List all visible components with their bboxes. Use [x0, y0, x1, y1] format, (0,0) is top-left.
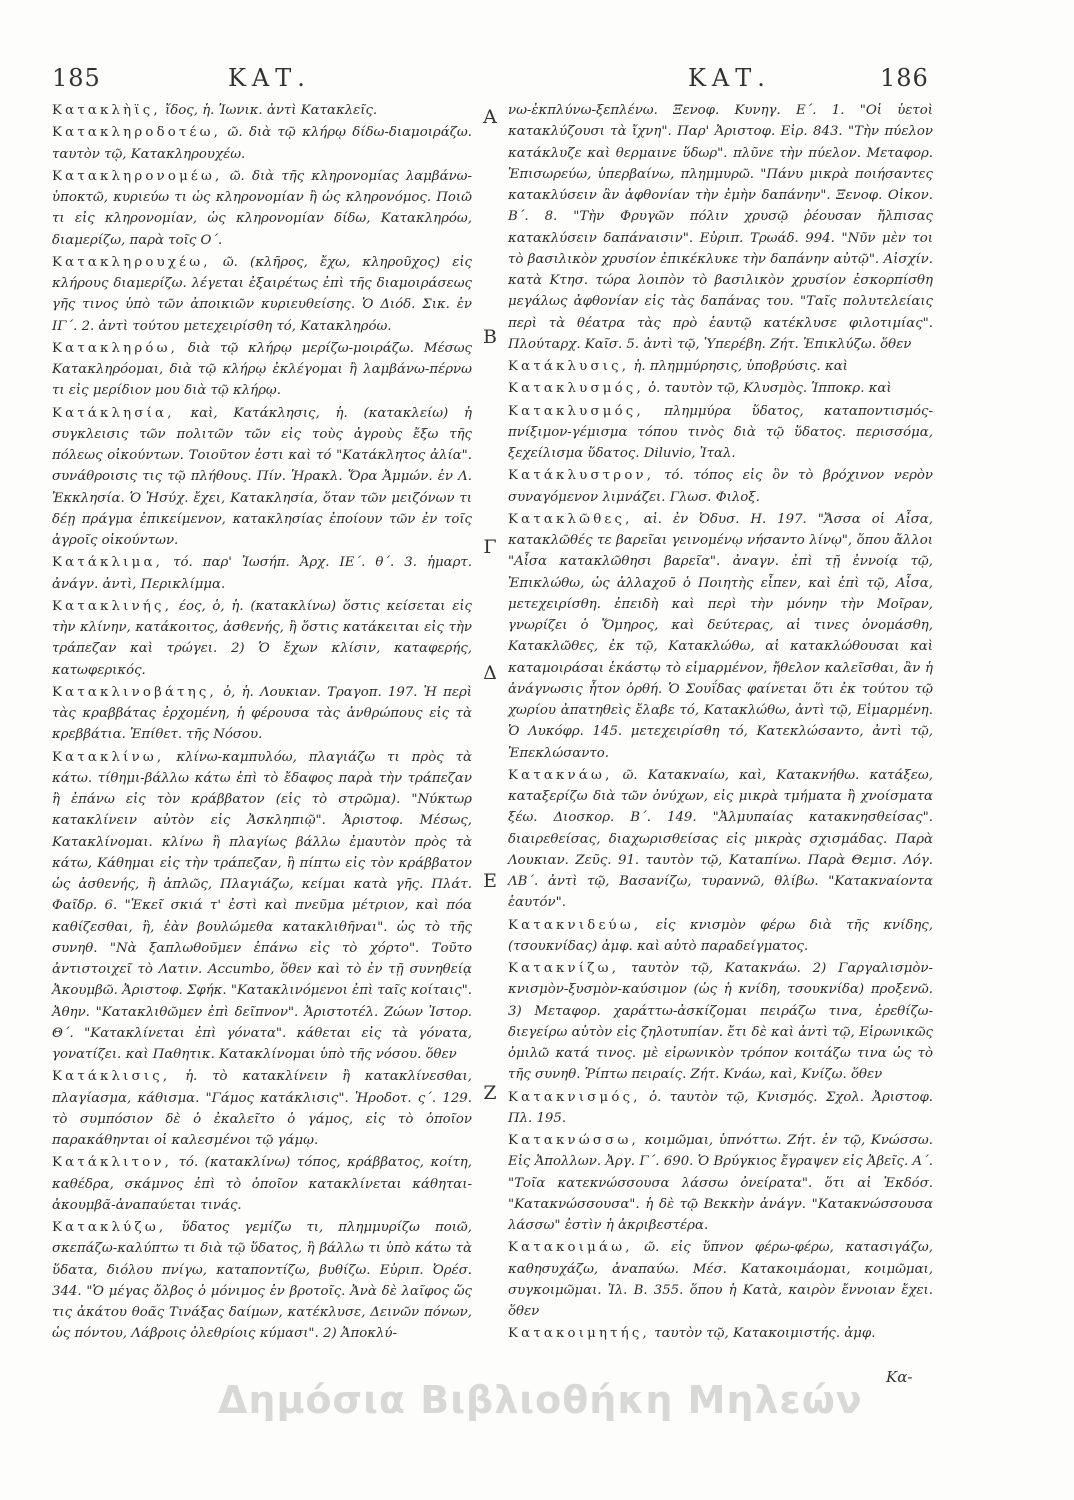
- dictionary-entry: [508, 401, 933, 465]
- dictionary-entry: [52, 747, 472, 1066]
- entry-text: τό. τόπος εἰς ὃν τὸ βρόχινον νερὸν συναγόμενον λιμνάζει. Γλωσ. Φιλοξ.: [508, 468, 934, 505]
- dictionary-entry: [52, 1066, 472, 1151]
- entry-headword: Κατακλύζω,: [52, 1220, 167, 1235]
- entry-text: ῶ. εἰς ὕπνον φέρω-φέρω, κατασιγάζω, καθησυχάζω, ἀναπαύω. Μέσ. Κατακοιμάομαι, κοιμῶμαι, συγκοιμῶμαι. Ἰλ. Β. 355. ὅπου ἡ Κατὰ, καιρὸν ἔννοιαν ἔχει. ὅθεν: [508, 1240, 933, 1319]
- dictionary-entry: [52, 1152, 472, 1216]
- entry-headword: Κατάκλησία,: [52, 405, 175, 421]
- dictionary-entry: [508, 1087, 933, 1130]
- dictionary-entry: [52, 166, 472, 251]
- dictionary-entry: [508, 100, 933, 355]
- catchword: Κα-: [886, 1368, 913, 1386]
- entry-text: ῶ. (κλῆρος, ἔχω, κληροῦχος) εἰς κλήρους διαμερίζω. λέγεται ἐξαιρέτως ἐπὶ τῆς διαμοιράσεως γῆς τινος ὑπὸ τῶν ἀποικιῶν κυριευθείσης. Ὁ Διόδ. Σικ. ἐν ΙΓ΄. 2. ἀντὶ τούτου μετεχειρίσθη τό, Κατακληρόω.: [52, 254, 472, 334]
- entry-headword: Κατακνίζω,: [508, 961, 620, 976]
- entry-text: τό. παρ' Ἰωσήπ. Ἀρχ. ΙΕ΄. θ΄. 3. ἡμαρτ. ἀνάγν. ἀντὶ, Περικλίμμα.: [52, 555, 472, 592]
- entry-headword: Κατακλινοβάτης,: [52, 684, 217, 700]
- margin-letter-alpha: Α: [483, 106, 497, 128]
- margin-letter-epsilon: Ε: [483, 870, 497, 892]
- entry-text: ῶ. Κατακναίω, καὶ, Κατακνήθω. κατάξεω, καταξερίζω διὰ τῶν ὀνύχων, εἰς μικρὰ τμήματα ἢ χνοίσματα ξέω. Διοσκορ. Β΄. 149. "Ἀλμυπαίας κατακνησθείσας". διαιρεθείσας, διαχωρισθείσας εἰς μικρὰς σχισμάδας. Παρὰ Λουκιαν. Ζεῦς. 91. ταυτὸν τῷ, Καταπίνω. Παρὰ Θεμισ. Λόγ. ΛΒ΄. ἀντὶ τῷ, Βασανίζω, τυραννῶ, θλίβω. "Κατακναίοντα ἑαυτόν".: [508, 767, 933, 911]
- margin-letters: [478, 100, 502, 1500]
- entry-text: τό. (κατακλίνω) τόπος, κράββατος, κοίτη, καθέδρα, σκάμνος ἐπὶ τὸ ὁποῖον κατακλίνεται κάθηται-ἀκουμβᾶ-ἀναπαύεται τινάς.: [52, 1155, 472, 1213]
- dictionary-entry: [508, 915, 933, 958]
- entry-text: έος, ὁ, ἡ. (κατακλίνω) ὅστις κείσεται εἰς τὴν κλίνην, κατάκοιτος, ἀσθενής, ἢ ὅστις κατάκειται εἰς τὴν τράπεζαν καὶ τρώγει. 2) Ὁ ἔχων κλίσιν, καταφερής, κατωφερικός.: [52, 598, 472, 678]
- entry-text: διὰ τῷ κλήρῳ μερίζω-μοιράζω. Μέσως Κατακληρόομαι, διὰ τῷ κλήρῳ ἐκλέγομαι ἢ λαμβάνω-πέρνω τι εἰς μερίδιον μου διὰ τῷ κλήρῳ.: [52, 340, 472, 399]
- entry-text: ῶ. διὰ τῷ κλήρῳ δίδω-διαμοιράζω. ταυτὸν τῷ, Κατακληρουχέω.: [52, 125, 472, 162]
- entry-headword: Κατάκλυσις,: [508, 359, 630, 374]
- entry-text: εἰς κνισμὸν φέρω διὰ τῆς κνίδης, (τσουκνίδας) ἀμφ. καὶ αὐτὸ παραδείγματος.: [508, 917, 933, 954]
- entry-text: ταυτὸν τῷ, Κατακοιμιστής. ἀμφ.: [654, 1326, 876, 1342]
- entry-headword: Κατακληρουχέω,: [52, 254, 211, 270]
- dictionary-entry: [508, 765, 933, 914]
- entry-text: ὁ. ταυτὸν τῷ, Κνισμός. Σχολ. Ἀριστοφ. Πλ. 195.: [508, 1089, 933, 1126]
- entry-headword: Κατακοιμάω,: [508, 1240, 633, 1256]
- entry-headword: Κατακλίνω,: [52, 749, 165, 765]
- entry-headword: Κατακνώσσω,: [508, 1133, 639, 1148]
- dictionary-entry: [508, 378, 933, 399]
- entry-headword: Κατάκλυστρον,: [508, 468, 655, 484]
- dictionary-entry: [508, 356, 933, 377]
- entry-text: ὁ, ἡ. Λουκιαν. Τραγοπ. 197. Ἡ περὶ τὰς κραββάτας ἐρχομένη, ἡ φέρουσα τὰς ἀνθρώπους εἰς τὰ κρεββάτια. Ἐπίθετ. τῆς Νόσου.: [52, 684, 472, 743]
- entry-text: ταυτὸν τῷ, Κατακνάω. 2) Γαργαλισμὸν-κνισμὸν-ξυσμὸν-καύσιμον (ὡς ἡ κνίδη, τσουκνίδα) προξενῶ. 3) Μεταφορ. χαράττω-ἀσκίζομαι πειράζω τινα, ἐρεθίζω-διεγείρω αὐτὸν εἰς ζηλοτυπίαν. ἔτι δὲ καὶ ἀντὶ τῷ, Εἰρωνικῶς ὁμιλῶ κατά τινος. μὲ εἰρωνικὸν τρόπον κοιτάζω τινα ὡς τὸ τῆς συνηθ. Ῥίπτω πειραίς. Ζήτ. Κνάω, καὶ, Κνίζω. ὅθεν: [508, 961, 933, 1083]
- entry-text: ἡ. τὸ κατακλίνειν ἢ κατακλίνεσθαι, πλαγίασμα, κάθισμα. "Γάμος κατάκλισις". Ἡροδοτ. ς΄. 129. τὸ συμπόσιον δὲ ὁ ἐκαλεῖτο ὁ γάμος, εἰς τὸ ὁποῖον παρακάθηνται οἱ καλεσμένοι τῷ γάμῳ.: [52, 1069, 472, 1148]
- dictionary-entry: [508, 1237, 933, 1322]
- entry-headword: Κατακνάω,: [508, 767, 613, 783]
- entry-headword: Κατακνισμός,: [508, 1089, 641, 1105]
- dictionary-entry: [52, 252, 472, 337]
- margin-letter-delta: Δ: [483, 662, 497, 684]
- dictionary-entry: [52, 338, 472, 402]
- entry-headword: Κατακληρονομέω,: [52, 168, 223, 184]
- dictionary-entry: [52, 122, 472, 165]
- dictionary-entry: [508, 465, 933, 508]
- dictionary-entry: [52, 552, 472, 595]
- entry-headword: Κατακληροδοτέω,: [52, 125, 222, 141]
- left-page-number: 185: [52, 64, 101, 92]
- left-column: [52, 100, 472, 1346]
- entry-headword: Κατακλὴϊς,: [52, 103, 161, 118]
- right-running-title: ΚΑΤ.: [688, 64, 771, 92]
- margin-letter-beta: Β: [483, 326, 497, 348]
- entry-text: ῶ. διὰ τῆς κληρονομίας λαμβάνω-ὑποκτῶ, κυριεύω τι ὡς κληρονομίαν ἢ ὡς κληρονόμος. Ποιῶ τι εἰς κληρονομίαν, ὡς κληρονομίαν δίδω, Κατακληρόω, διαμερίζω, παρὰ τοῖς Ο΄.: [52, 168, 472, 248]
- entry-text: καὶ, Κατάκλησις, ἡ. (κατακλείω) ἡ συγκλεισις τῶν πολιτῶν τῶν εἰς τοὺς ἀγροὺς ἔξω τῆς πόλεως οἰκούντων. Τοιοῦτον ἐστι καὶ τό "Κατάκλητος ἀλία". συνάθροισις τις τῷ πλήθους. Πίν. Ἡρακλ. Ὅρα Ἀμμών. ἐν Λ. Ἐκκλησία. Ὁ Ἡσύχ. ἔχει, Κατακλησία, ὅταν τῶν μειζόνων τι δέῃ πράγμα ἐπικείμενον, κατακλησίας ἐποίουν τῶν ἐν τοῖς ἀγροῖς οἰκούντων.: [52, 405, 472, 548]
- dictionary-entry: [508, 509, 933, 764]
- entry-text: αἱ. ἐν Ὀδυσ. Η. 197. "Ἄσσα οἱ Αἶσα, κατακλῶθές τε βαρεῖαι γεινομένῳ νήσαντο λίνῳ", ὅπου ἄλλοι "Αἶσα κατακλῶθησι βαρεῖα". ἀναγν. ἐπὶ τῇ ἐννοίᾳ τῷ, Ἐπικλώθω, ὡς ἀλλαχοῦ ὁ Ποιητὴς εἶπεν, καὶ ἐπὶ τῷ, Αἶσα, μετεχειρίσθη. ἐπειδὴ καὶ περὶ τὴν μόνην τὴν Μοῖραν, γνωρίζει ὁ Ὅμηρος, καὶ δεύτερας, αἱ τινες ὀνομάσθη, Κατακλῶθες, ἐκ τῷ, Κατακλώθω, αἱ κατακλώθουσαι καὶ καταμοιράσαι ἑκάστῳ τὸ εἱμαρμένον, ἤθελον καλεῖσθαι, ἂν ἡ ἀνάγνωσις ἦτον ὀρθή. Ὁ Σουΐδας φαίνεται ὅτι ἐκ τούτου τῷ χωρίου ἀπατηθεὶς ἔλαβε τό, Κατακλώθω, ἀντὶ τῷ, Εἱμαρμένη. Ὁ Λυκόφρ. 145. μετεχειρίσθη τό, Κατεκλώσαντο, ἀντὶ τῷ, Ἐπεκλώσαντο.: [508, 511, 933, 761]
- entry-headword: Κατάκλιμα,: [52, 555, 164, 571]
- dictionary-entry: [508, 1323, 933, 1344]
- entry-text: ἴδος, ἡ. Ἰωνικ. ἀντὶ Κατακλεῖς.: [165, 103, 378, 118]
- entry-text: πλημμύρα ὕδατος, καταποντισμός-πνίξιμον-γέμισμα τόπου τινὸς διὰ τῷ ὕδατος. περισσόμα, ξεχείλισμα ὕδατος. Diluvio, Ἰταλ.: [508, 403, 934, 461]
- dictionary-entry: [508, 958, 933, 1086]
- left-running-title: ΚΑΤ.: [228, 64, 311, 92]
- library-watermark: Δημόσια Βιβλιοθήκη Μηλεών: [218, 1378, 863, 1422]
- entry-headword: Κατακληρόω,: [52, 340, 179, 356]
- entry-text: ὕδατος γεμίζω τι, πλημμυρίζω ποιῶ, σκεπάζω-καλύπτω τι διὰ τῷ ὕδατος, ἢ βάλλω τι ὑπὸ κάτω τὰ ὕδατα, διόλου πνίγω, καταποντίζω, βυθίζω. Εὐριπ. Ὀρέσ. 344. "Ὁ μέγας ὄλβος ὁ μόνιμος ἐν βροτοῖς. Ἀνὰ δὲ λαῖφος ὥς τις ἀκάτου θοᾶς Τινάξας δαίμων, κατέκλυσε, Δεινῶν πόνων, ὡς πόντου, Λάβροις ὀλεθρίοις κύμασι". 2) Ἀποκλύ-: [52, 1220, 472, 1342]
- dictionary-entry: [52, 596, 472, 681]
- right-column: [508, 100, 933, 1346]
- dictionary-entry: [508, 1130, 933, 1236]
- dictionary-entry: [52, 682, 472, 746]
- entry-headword: Κατακλῶθες,: [508, 511, 633, 527]
- entry-headword: Κατακνιδεύω,: [508, 917, 642, 933]
- entry-text: νω-ἐκπλύνω-ξεπλένω. Ξενοφ. Κυνηγ. Ε΄. 1. "Οἱ ὑετοὶ κατακλύζουσι τὰ ἴχνη". Παρ' Ἀριστοφ. Εἰρ. 843. "Τὴν πύελον κατάκλυζε καὶ θερμαινε ὕδωρ". πλῦνε τὴν πύελον. Μεταφορ. Ἐπισωρεύω, ὑπερβαίνω, πλημμυρῶ. "Πάνυ μικρὰ ποιήσαντες κατακλύσειν ἂν ἀφθονίαν τὴν ἐμὴν δαπάνην". Ξενοφ. Οἰκον. Β΄. 8. "Τὴν Φρυγῶν πόλιν χρυσῷ ῥέουσαν ἤλπισας κατακλύσειν δαπάναισιν". Εὐριπ. Τρωάδ. 994. "Νῦν μὲν τοι τὸ βασιλικὸν χρυσίον ἐπικέκλυκε τὴν δαπάνην αὐτῷ". Αἰσχίν. κατὰ Κτησ. τώρα λοιπὸν τὸ βασιλικὸν χρυσίον ἐσκορπίσθη μεγάλως ἀφθονίαν εἰς τὰς δαπάνας του. "Ταῖς πολυτελείαις περὶ τὰ θέατρα τὰς πρὸ ἑαυτῷ κατέκλυσε φιλοτιμίας". Πλούταρχ. Καῖσ. 5. ἀντὶ τῷ, Ὑπερέβη. Ζήτ. Ἐπικλύζω. ὅθεν: [508, 103, 933, 352]
- entry-headword: Κατακλυσμός,: [508, 403, 644, 419]
- margin-letter-gamma: Γ: [483, 536, 497, 558]
- dictionary-entry: [52, 403, 472, 552]
- entry-headword: Κατακλινής,: [52, 598, 173, 614]
- dictionary-entry: [52, 100, 472, 121]
- entry-text: κλίνω-καμπυλόω, πλαγιάζω τι πρὸς τὰ κάτω. τίθημι-βάλλω κάτω ἐπὶ τὸ ἔδαφος παρὰ τὴν τράπεζαν ἢ ἐπάνω εἰς τὸν κράββατον (εἰς τὸ στρῶμα). "Νύκτωρ κατακλίνειν αὐτὸν εἰς Ἀσκληπιῷ". Ἀριστοφ. Μέσως, Κατακλίνομαι. κλίνω ἢ πλαγίως βάλλω ἐμαυτὸν πρὸς τὰ κάτω, Κάθημαι εἰς τὴν τράπεζαν, ἢ πίπτω εἰς τὸν κράββατον ὡς ἀσθενής, ἢ ἀπλῶς, Πλαγιάζω, κείμαι κατὰ γῆς. Πλάτ. Φαῖδρ. 6. "Ἐκεῖ σκιά τ' ἐστὶ καὶ πνεῦμα μέτριον, καὶ πόα καθίζεσθαι, ἢ, ἐὰν βουλώμεθα κατακλιθῆναι". ὡς τὸ τῆς συνηθ. "Νὰ ξαπλωθοῦμεν ἐπάνω εἰς τὸ χόρτο". Τοῦτο ἀντιστοιχεῖ τὸ Λατιν. Accumbo, ὅθεν καὶ τὸ ἐν τῇ συνηθείᾳ Ἀκουμβῶ. Ἀριστοφ. Σφήκ. "Κατακλινόμενοι ἐπὶ ταῖς κοίταις". Ἀθην. "Κατακλιθῶμεν ἐπὶ δεῖπνον". Ἀριστοτέλ. Ζώων Ἱστορ. Θ΄. "Κατακλίνεται ἐπὶ γόνατα". κάθεται εἰς τὰ γόνατα, γονατίζει. καὶ Παθητικ. Κατακλίνομαι ὑπὸ τῆς νόσου. ὅθεν: [52, 749, 472, 1062]
- entry-text: ὁ. ταυτὸν τῷ, Κλυσμὸς. Ἱπποκρ. καὶ: [648, 381, 892, 397]
- entry-headword: Κατάκλισις,: [52, 1069, 171, 1085]
- margin-letter-zeta: Ζ: [483, 1082, 497, 1104]
- entry-headword: Κατακλυσμός,: [508, 381, 644, 397]
- entry-headword: Κατακοιμητής,: [508, 1326, 650, 1342]
- entry-text: ἡ. πλημμύρησις, ὑποβρύσις. καὶ: [633, 359, 848, 374]
- entry-text: κοιμῶμαι, ὑπνόττω. Ζήτ. ἐν τῷ, Κνώσσω. Εἰς Ἀπολλων. Ἀργ. Γ΄. 690. Ὁ Βρύγκιος ἔγραψεν εἰς Ἀβεῖς. Α΄. "Τοῖα κατεκνώσσουσα λάσσω ὀνείρατα". ὅτι αἱ Ἐκδόσ. "Κατακνώσσουσα". ἡ δὲ τῷ Βεκκὴν ἀνάγν. "Κατακνώσσουσα λάσσω" ἐστὶν ἡ ἀκριβεστέρα.: [508, 1133, 933, 1233]
- dictionary-entry: [52, 1217, 472, 1345]
- entry-headword: Κατάκλιτον,: [52, 1155, 173, 1171]
- right-page-number: 186: [880, 64, 929, 92]
